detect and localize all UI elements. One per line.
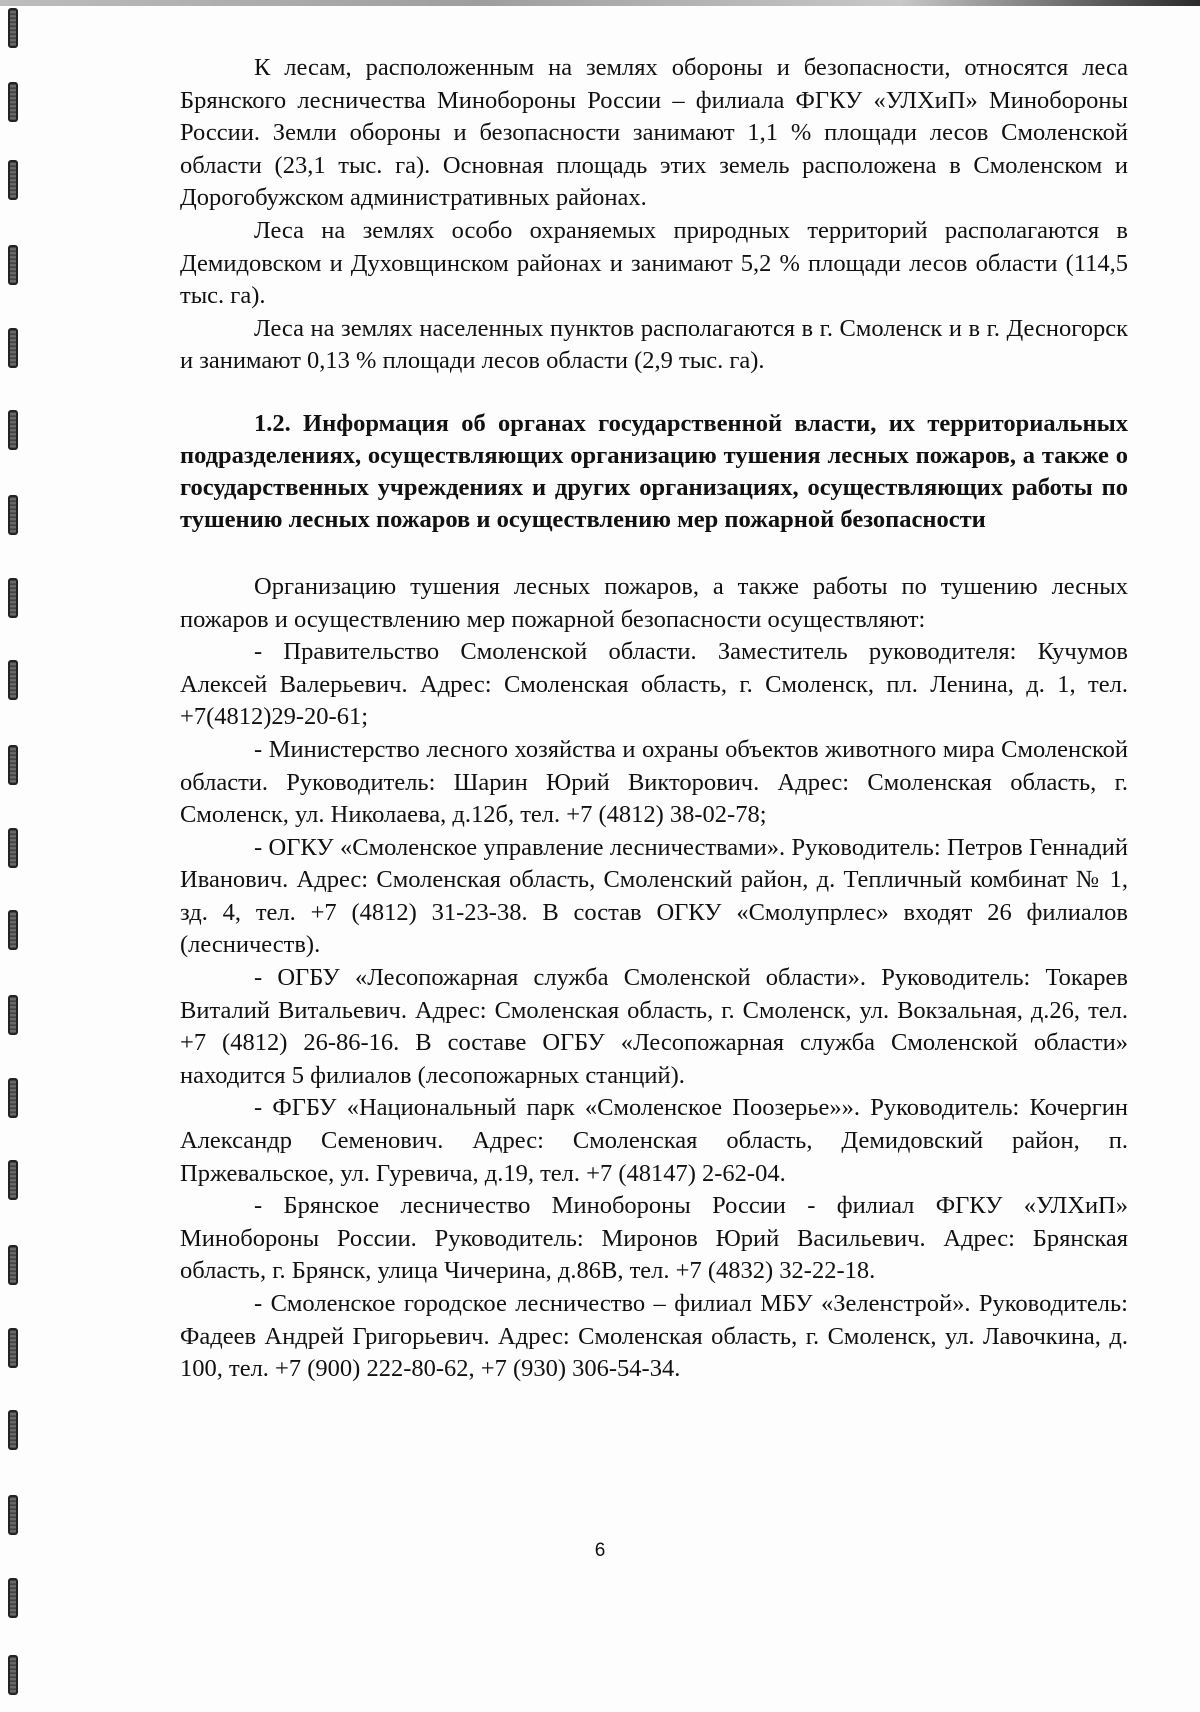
binding-hole xyxy=(8,910,18,950)
binding-hole xyxy=(8,995,18,1035)
paragraph-settlement-lands: Леса на землях населенных пунктов располагаются в г. Смоленск и в г. Десногорск и занимают 0,13 % площади лесов области (2,9 тыс. га). xyxy=(180,314,1128,375)
binding-hole xyxy=(8,1160,18,1200)
list-item: - ФГБУ «Национальный парк «Смоленское Поозерье»». Руководитель: Кочергин Александр Семенович. Адрес: Смоленская область, Демидовский район, п. Пржевальское, ул. Гуревича, д.19, тел. +7 (48147) 2-62-04. xyxy=(180,1094,1128,1187)
binding-hole xyxy=(8,828,18,868)
page-number: 6 xyxy=(594,1540,606,1561)
binding-hole xyxy=(8,160,18,200)
binding-hole xyxy=(8,1578,18,1618)
list-item: - Правительство Смоленской области. Заместитель руководителя: Кучумов Алексей Валерьевич. Адрес: Смоленская область, г. Смоленск, пл. Ленина, д. 1, тел. +7(4812)29-20-61; xyxy=(180,638,1128,731)
section-heading: 1.2. Информация об органах государственной власти, их территориальных подразделениях, осуществляющих организацию тушения лесных пожаров, а также о государственных учреждениях и других организациях, осуществляющих работы по тушению лесных пожаров и осуществлению мер пожарной безопасности xyxy=(180,409,1128,533)
list-item: - Министерство лесного хозяйства и охраны объектов животного мира Смоленской области. Руководитель: Шарин Юрий Викторович. Адрес: Смоленская область, г. Смоленск, ул. Николаева, д.12б, тел. +7 (4812) 38-02-78; xyxy=(180,735,1128,829)
binding-hole xyxy=(8,82,18,122)
list-item: - Брянское лесничество Минобороны России - филиал ФГКУ «УЛХиП» Минобороны России. Руководитель: Миронов Юрий Васильевич. Адрес: Брянская область, г. Брянск, улица Чичерина, д.86В, тел. +7 (4832) 32-22-18. xyxy=(180,1192,1128,1285)
binding-hole xyxy=(8,328,18,368)
binding-hole xyxy=(8,745,18,785)
paragraph-protected-territories: Леса на землях особо охраняемых природных территорий располагаются в Демидовском и Духовщинском районах и занимают 5,2 % площади лесов области (114,5 тыс. га). xyxy=(180,216,1128,310)
list-item: - Смоленское городское лесничество – филиал МБУ «Зеленстрой». Руководитель: Фадеев Андрей Григорьевич. Адрес: Смоленская область, г. Смоленск, ул. Лавочкина, д. 100, тел. +7 (900) 222-80-62, +7 (930) 306-54-34. xyxy=(180,1290,1128,1383)
binding-hole xyxy=(8,1410,18,1450)
binding-hole xyxy=(8,660,18,700)
binding-hole xyxy=(8,8,18,48)
section-intro: Организацию тушения лесных пожаров, а также работы по тушению лесных пожаров и осуществлению мер пожарной безопасности осуществляют: xyxy=(180,572,1128,633)
binding-hole xyxy=(8,410,18,450)
list-item: - ОГКУ «Смоленское управление лесничествами». Руководитель: Петров Геннадий Иванович. Адрес: Смоленская область, Смоленский район, д. Тепличный комбинат № 1, зд. 4, тел. +7 (4812) 31-23-38. В состав ОГКУ «Смолупрлес» входят 26 филиалов (лесничеств). xyxy=(180,833,1128,959)
binding-hole xyxy=(8,578,18,618)
binding-hole xyxy=(8,1328,18,1368)
list-item: - ОГБУ «Лесопожарная служба Смоленской области». Руководитель: Токарев Виталий Витальевич. Адрес: Смоленская область, г. Смоленск, ул. Вокзальная, д.26, тел. +7 (4812) 26-86-16. В составе ОГБУ «Лесопожарная служба Смоленской области» находится 5 филиалов (лесопожарных станций). xyxy=(180,964,1128,1089)
binding-hole xyxy=(8,1078,18,1118)
binding-hole xyxy=(8,1655,18,1695)
binding-hole xyxy=(8,1495,18,1535)
binding-hole xyxy=(8,245,18,285)
binding-strip xyxy=(0,0,40,1712)
document-body xyxy=(180,52,1128,1386)
paragraph-defense-lands: К лесам, расположенным на землях обороны и безопасности, относятся леса Брянского лесничества Минобороны России – филиала ФГКУ «УЛХиП» Минобороны России. Земли обороны и безопасности занимают 1,1 % площади лесов Смоленской области (23,1 тыс. га). Основная площадь этих земель расположена в Смоленском и Дорогобужском административных районах. xyxy=(180,54,1128,212)
binding-hole xyxy=(8,495,18,535)
scan-top-edge xyxy=(0,0,1200,6)
binding-hole xyxy=(8,1245,18,1285)
